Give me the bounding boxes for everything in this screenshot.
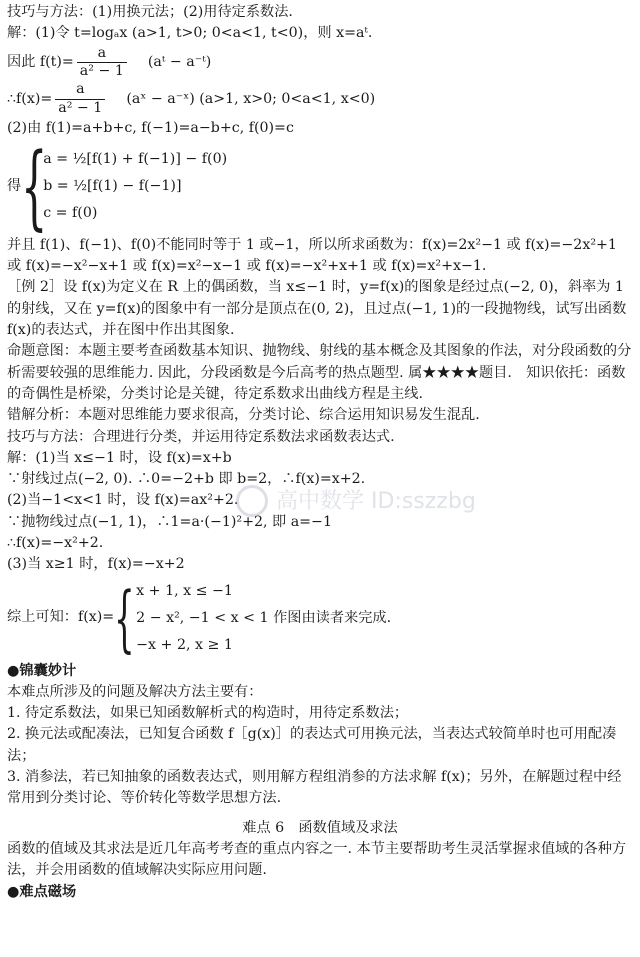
piecewise-function	[7, 578, 633, 659]
section-heading-tips: ●锦囊妙计	[7, 662, 77, 679]
solution-line-2: (2)由 f(1)=a+b+c, f(−1)=a−b+c, f(0)=c	[7, 119, 294, 136]
tips-item-3: 3. 消参法，若已知抽象的函数表达式，则用解方程组消参的方法求解 f(x)；另外，在解题过程中经常用到分类讨论、等价转化等数学思想方法.	[7, 769, 622, 807]
formula-f-t-suffix: (aᵗ − a⁻ᵗ)	[147, 54, 212, 71]
formula-f-x-fraction	[55, 81, 105, 118]
section-heading-magnet: ●难点磁场	[7, 883, 77, 900]
piecewise-case-2-expr: 2 − x², −1 < x < 1	[136, 609, 269, 626]
fraction-numerator: a	[77, 45, 127, 64]
formula-f-x-prefix: ∴f(x)=	[7, 90, 53, 107]
method-line-1: 技巧与方法：(1)用换元法；(2)用待定系数法.	[7, 4, 293, 20]
formula-f-t-prefix: 因此 f(t)=	[7, 54, 74, 71]
solution-line-1: 解：(1)令 t=logₐx (a>1, t>0; 0<a<1, t<0)，则 x=aᵗ.	[7, 25, 373, 42]
piecewise-case-3: −x + 2, x ≥ 1	[136, 636, 233, 653]
formula-f-t-fraction	[77, 45, 127, 82]
solution-step-6: (3)当 x≥1 时，f(x)=−x+2	[7, 556, 185, 573]
fraction-numerator: a	[55, 81, 105, 100]
equation-system-1	[7, 132, 633, 240]
fraction-denominator: a² − 1	[58, 99, 103, 116]
formula-f-x	[7, 81, 633, 118]
left-brace-icon: {	[114, 576, 135, 661]
difficulty-6-intro: 函数的值域及其求法是近几年高考考查的重点内容之一. 本节主要帮助考生灵活掌握求值域的各种方法，并会用函数的值域解决实际应用问题.	[7, 840, 627, 879]
solution-step-5: ∴f(x)=−x²+2.	[7, 535, 104, 552]
tips-intro: 本难点所涉及的问题及解决方法主要有：	[7, 683, 263, 700]
system-1-eq-a: a = ½[f(1) + f(−1)] − f(0)	[43, 151, 228, 168]
solution-step-2: ∵射线过点(−2, 0). ∴0=−2+b 即 b=2，∴f(x)=x+2.	[7, 471, 366, 488]
paragraph-functions-list: 并且 f(1)、f(−1)、f(0)不能同时等于 1 或−1，所以所求函数为：f(x)=2x²−1 或 f(x)=−2x²+1 或 f(x)=−x²−x+1 或 f(x)=x²−x−1 或 f(x)=−x²+x+1 或 f(x)=x²+x−1.	[7, 236, 617, 275]
tips-item-2: 2. 换元法或配凑法，已知复合函数 f［g(x)］的表达式可用换元法，当表达式较简单时也可用配凑法；	[7, 726, 617, 764]
paragraph-method: 技巧与方法：合理进行分类，并运用待定系数法求函数表达式.	[7, 428, 395, 445]
left-brace-icon: {	[21, 132, 48, 240]
tips-item-1: 1. 待定系数法，如果已知函数解析式的构造时，用待定系数法；	[7, 705, 409, 722]
piecewise-case-2	[136, 605, 391, 632]
paragraph-error-analysis: 错解分析：本题对思维能力要求很高，分类讨论、综合运用知识易发生混乱.	[7, 407, 480, 424]
formula-f-t	[7, 45, 633, 82]
formula-f-x-suffix: (aˣ − a⁻ˣ) (a>1, x>0; 0<a<1, x<0)	[126, 90, 376, 107]
system-1-eq-c: c = f(0)	[43, 205, 98, 222]
paragraph-example-2: ［例 2］设 f(x)为定义在 R 上的偶函数，当 x≤−1 时，y=f(x)的图象是经过点(−2, 0)，斜率为 1 的射线，又在 y=f(x)的图象中有一部分是顶点在(0, 2)，且过点(−1, 1)的一段抛物线，试写出函数 f(x)的表达式，并在图中作出其图象.	[7, 279, 627, 339]
paragraph-intent: 命题意图：本题主要考查函数基本知识、抛物线、射线的基本概念及其图象的作法，对分段函数的分析需要较强的思维能力. 因此，分段函数是今后高考的热点题型. 属★★★★题目. 知识依托：函数的奇偶性是桥梁，分类讨论是关键，待定系数求出曲线方程是主线.	[7, 343, 632, 402]
piecewise-case-1: x + 1, x ≤ −1	[136, 582, 233, 599]
piecewise-note: 作图由读者来完成.	[273, 609, 392, 626]
solution-step-3: (2)当−1<x<1 时，设 f(x)=ax²+2.	[7, 492, 239, 509]
solution-step-4: ∵抛物线过点(−1, 1)，∴1=a·(−1)²+2, 即 a=−1	[7, 513, 332, 530]
system-1-eq-b: b = ½[f(1) − f(−1)]	[43, 178, 182, 195]
solution-step-1: 解：(1)当 x≤−1 时，设 f(x)=x+b	[7, 449, 232, 466]
watermark-text: 高中数学 ID:sszzbg	[276, 488, 476, 514]
piecewise-label: 综上可知：f(x)=	[7, 609, 115, 626]
section-heading-difficulty-6: 难点 6 函数值域及求法	[242, 819, 398, 836]
fraction-denominator: a² − 1	[79, 63, 124, 80]
system-1-label: 得	[7, 178, 22, 195]
